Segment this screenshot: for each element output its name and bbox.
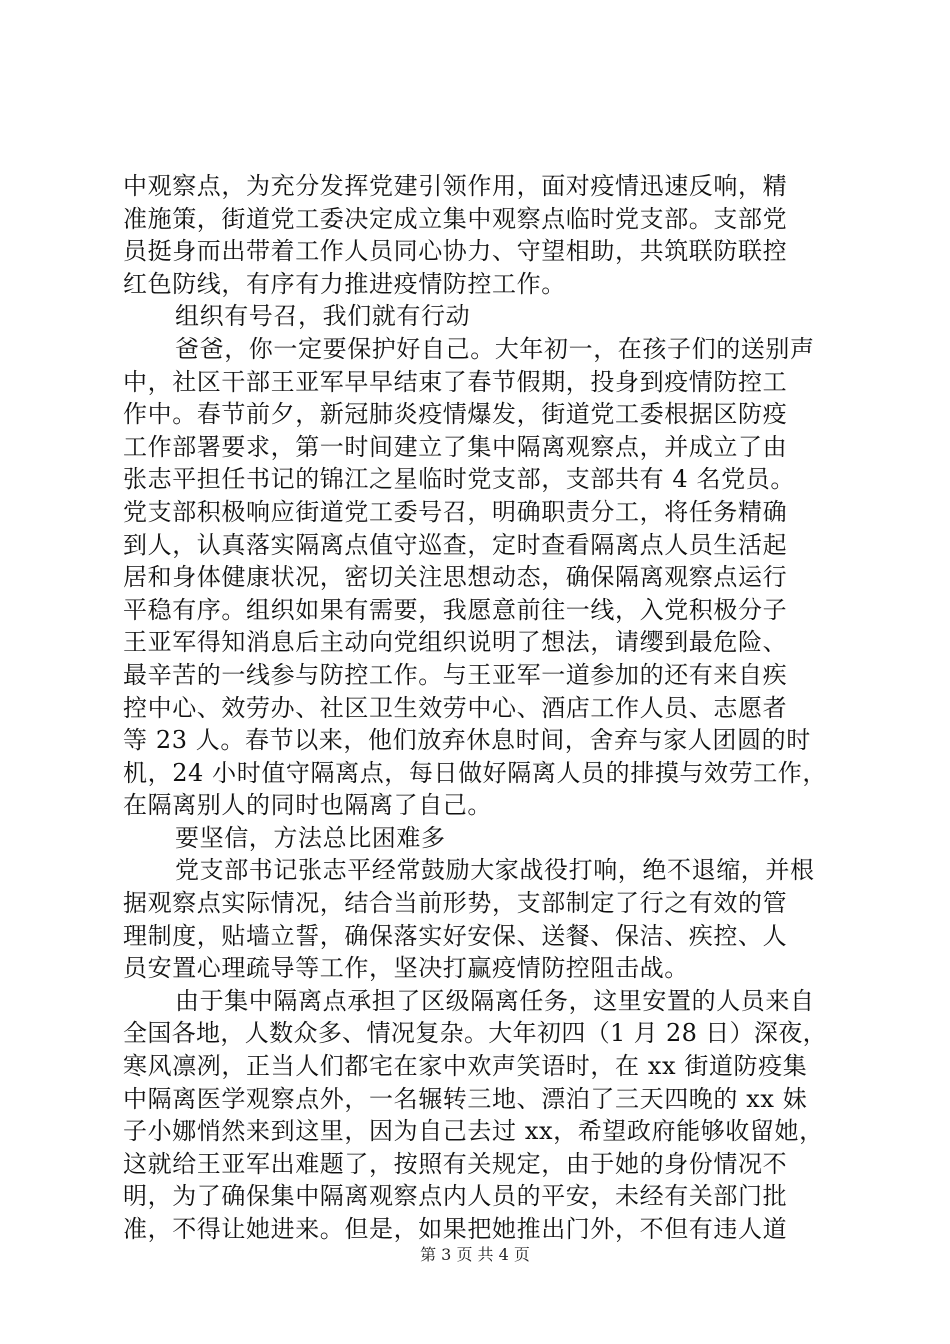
text-line: 据观察点实际情况，结合当前形势，支部制定了行之有效的管: [123, 889, 788, 918]
text-line: 理制度，贴墙立誓，确保落实好安保、送餐、保洁、疾控、人: [123, 921, 788, 950]
text-line: 红色防线，有序有力推进疫情防控工作。: [123, 269, 566, 298]
text-line: 这就给王亚军出难题了，按照有关规定，由于她的身份情况不: [123, 1149, 788, 1178]
text-line: 党支部积极响应街道党工委号召，明确职责分工，将任务精确: [123, 497, 788, 526]
text-line: 工作部署要求，第一时间建立了集中隔离观察点，并成立了由: [123, 432, 788, 461]
text-line: 在隔离别人的同时也隔离了自己。: [123, 791, 492, 820]
text-line: 寒风凛冽，正当人们都宅在家中欢声笑语时，在 xx 街道防疫集: [123, 1052, 808, 1081]
text-line: 作中。春节前夕，新冠肺炎疫情爆发，街道党工委根据区防疫: [123, 400, 788, 429]
text-line: 员挺身而出带着工作人员同心协力、守望相助，共筑联防联控: [123, 237, 788, 266]
text-line: 王亚军得知消息后主动向党组织说明了想法，请缨到最危险、: [123, 628, 788, 657]
text-line: 张志平担任书记的锦江之星临时党支部，支部共有 4 名党员。: [123, 465, 795, 494]
text-line: 准施策，街道党工委决定成立集中观察点临时党支部。支部党: [123, 204, 788, 233]
text-line: 要坚信，方法总比困难多: [175, 823, 446, 852]
text-line: 最辛苦的一线参与防控工作。与王亚军一道参加的还有来自疾: [123, 660, 788, 689]
document-body: [123, 170, 827, 1246]
text-line: 由于集中隔离点承担了区级隔离任务，这里安置的人员来自: [175, 986, 815, 1015]
text-line: 机，24 小时值守隔离点，每日做好隔离人员的排摸与效劳工作，: [123, 758, 827, 787]
text-line: 党支部书记张志平经常鼓励大家战役打响，绝不退缩，并根: [175, 856, 815, 885]
text-line: 等 23 人。春节以来，他们放弃休息时间，舍弃与家人团圆的时: [123, 726, 811, 755]
text-line: 爸爸，你一定要保护好自己。大年初一，在孩子们的送别声: [175, 334, 815, 363]
text-line: 员安置心理疏导等工作，坚决打赢疫情防控阻击战。: [123, 954, 689, 983]
text-line: 到人，认真落实隔离点值守巡查，定时查看隔离点人员生活起: [123, 530, 788, 559]
page-footer: 第 3 页 共 4 页: [420, 1245, 530, 1264]
text-line: 居和身体健康状况，密切关注思想动态，确保隔离观察点运行: [123, 563, 788, 592]
text-line: 中隔离医学观察点外，一名辗转三地、漂泊了三天四晚的 xx 妹: [123, 1084, 808, 1113]
text-line: 控中心、效劳办、社区卫生效劳中心、酒店工作人员、志愿者: [123, 693, 788, 722]
text-line: 中观察点，为充分发挥党建引领作用，面对疫情迅速反响，精: [123, 172, 788, 200]
text-line: 子小娜悄然来到这里，因为自己去过 xx，希望政府能够收留她，: [123, 1117, 824, 1146]
text-line: 全国各地，人数众多、情况复杂。大年初四（1 月 28 日）深夜，: [123, 1019, 827, 1048]
text-line: 明，为了确保集中隔离观察点内人员的平安，未经有关部门批: [123, 1182, 788, 1211]
text-line: 准，不得让她进来。但是，如果把她推出门外，不但有违人道: [123, 1215, 788, 1243]
text-line: 中，社区干部王亚军早早结束了春节假期，投身到疫情防控工: [123, 367, 788, 396]
text-line: 平稳有序。组织如果有需要，我愿意前往一线，入党积极分子: [123, 595, 788, 624]
text-line: 组织有号召，我们就有行动: [175, 302, 471, 331]
